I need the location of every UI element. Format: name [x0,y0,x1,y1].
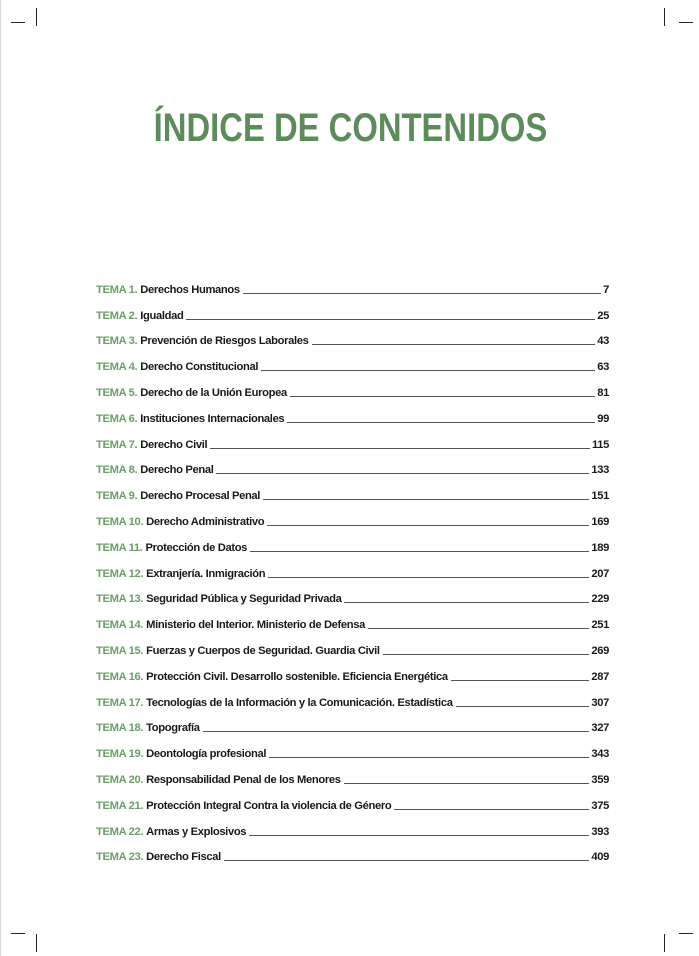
toc-entry [96,786,609,812]
toc-entry-title: Derecho de la Unión Europea [140,386,287,399]
toc-entry-label: TEMA 8. [96,464,138,477]
toc-entry-title: Protección de Datos [145,541,248,554]
toc-entry [96,502,609,528]
toc-entry-page-number: 81 [597,386,609,399]
toc-entry-label: TEMA 6. [96,412,138,425]
toc-entry-page-number: 169 [591,515,609,528]
toc-leader-line [394,809,589,810]
toc-leader-line [186,319,595,320]
toc-entry-label: TEMA 15. [96,644,144,657]
toc-entry-title: Derecho Constitucional [140,361,259,374]
toc-entry-page-number: 229 [591,593,609,606]
toc-entry-page-number: 207 [591,567,609,580]
toc-entry-page-number: 393 [591,825,609,838]
toc-entry-page-number: 327 [591,722,609,735]
toc-entry [96,270,609,296]
toc-entry-label: TEMA 23. [96,851,144,864]
toc-leader-line [344,783,590,784]
toc-entry-title: Armas y Explosivos [146,825,247,838]
toc-entry-title: Protección Integral Contra la violencia de Género [146,799,392,812]
toc-entry-title: Deontología profesional [146,748,267,761]
toc-leader-line [312,344,596,345]
toc-entry-page-number: 269 [591,644,609,657]
toc-entry [96,760,609,786]
toc-leader-line [383,654,590,655]
toc-entry-title: Tecnologías de la Información y la Comunicación. Estadística [146,696,453,709]
toc-entry-title: Extranjería. Inmigración [146,567,266,580]
toc-leader-line [243,293,601,294]
toc-entry-title: Instituciones Internacionales [140,412,285,425]
toc-leader-line [456,706,590,707]
toc-leader-line [210,448,590,449]
toc-leader-line [267,525,589,526]
toc-entry-label: TEMA 19. [96,748,144,761]
toc-entry [96,734,609,760]
toc-entry-page-number: 7 [603,283,609,296]
toc-entry-page-number: 375 [591,799,609,812]
toc-entry [96,476,609,502]
toc-entry-title: Derecho Penal [140,464,214,477]
crop-mark [679,933,693,934]
toc-leader-line [250,551,589,552]
page-title: ÍNDICE DE CONTENIDOS [153,106,548,150]
toc-entry-label: TEMA 3. [96,335,138,348]
toc-entry-title: Derecho Administrativo [146,515,265,528]
toc-entry-label: TEMA 17. [96,696,144,709]
toc-leader-line [263,499,589,500]
toc-entry-label: TEMA 18. [96,722,144,735]
toc-leader-line [224,860,590,861]
toc-entry [96,838,609,864]
toc-entry [96,580,609,606]
toc-entry [96,451,609,477]
toc-entry [96,399,609,425]
toc-entry-label: TEMA 4. [96,361,138,374]
toc-entry-page-number: 151 [591,490,609,503]
toc-leader-line [269,757,589,758]
toc-entry-title: Igualdad [140,309,184,322]
toc-entry-label: TEMA 9. [96,490,138,503]
toc-leader-line [268,577,589,578]
toc-entry-label: TEMA 20. [96,773,144,786]
toc-entry-title: Ministerio del Interior. Ministerio de Defensa [146,619,366,632]
toc-leader-line [451,680,590,681]
toc-entry-label: TEMA 10. [96,515,144,528]
toc-entry [96,528,609,554]
toc-entry-page-number: 343 [591,748,609,761]
crop-mark [664,8,665,26]
toc-entry [96,657,609,683]
toc-entry [96,554,609,580]
toc-entry-label: TEMA 11. [96,541,143,554]
toc-entry [96,812,609,838]
toc-entry-title: Derechos Humanos [140,283,240,296]
toc-entry-title: Derecho Civil [140,438,208,451]
toc-entry-page-number: 115 [592,438,609,451]
toc-entry-label: TEMA 12. [96,567,144,580]
toc-entry-page-number: 251 [591,619,609,632]
toc-entry-page-number: 43 [597,335,609,348]
toc-entry-page-number: 133 [591,464,609,477]
toc-entry [96,631,609,657]
crop-mark [36,934,37,952]
crop-mark [11,933,25,934]
toc-entry-page-number: 409 [591,851,609,864]
toc-entry-page-number: 287 [591,670,609,683]
crop-mark [664,934,665,952]
toc-entry-page-number: 189 [591,541,609,554]
crop-mark [679,22,693,23]
toc-leader-line [203,731,590,732]
toc-entry-label: TEMA 21. [96,799,144,812]
toc-entry [96,683,609,709]
toc-leader-line [287,422,595,423]
toc-entry [96,425,609,451]
toc-entry-label: TEMA 2. [96,309,138,322]
toc-entry [96,373,609,399]
toc-leader-line [249,835,589,836]
toc-leader-line [290,396,595,397]
crop-mark [11,22,25,23]
toc-entry-label: TEMA 1. [96,283,138,296]
toc-entry-page-number: 63 [597,361,609,374]
toc-entry-title: Fuerzas y Cuerpos de Seguridad. Guardia Civil [146,644,380,657]
toc-entry-page-number: 359 [591,773,609,786]
toc-leader-line [216,473,589,474]
toc-entry-label: TEMA 7. [96,438,138,451]
toc-leader-line [344,602,589,603]
toc-entry [96,605,609,631]
toc-entry-label: TEMA 22. [96,825,144,838]
toc-leader-line [261,370,595,371]
crop-mark [36,8,37,26]
toc-entry-label: TEMA 13. [96,593,144,606]
toc-entry-title: Derecho Procesal Penal [140,490,261,503]
toc-entry-label: TEMA 16. [96,670,144,683]
toc-leader-line [368,628,589,629]
toc-entry-title: Prevención de Riesgos Laborales [140,335,309,348]
toc-entry-page-number: 25 [597,309,609,322]
toc-entry-title: Derecho Fiscal [146,851,221,864]
table-of-contents [96,270,609,863]
toc-entry [96,347,609,373]
toc-entry-page-number: 99 [597,412,609,425]
toc-entry-title: Responsabilidad Penal de los Menores [146,773,341,786]
toc-entry-page-number: 307 [591,696,609,709]
toc-entry-title: Protección Civil. Desarrollo sostenible. Eficiencia Energética [146,670,448,683]
toc-entry-label: TEMA 5. [96,386,138,399]
toc-entry [96,296,609,322]
toc-entry [96,709,609,735]
toc-entry-title: Seguridad Pública y Seguridad Privada [146,593,342,606]
toc-entry-title: Topografía [146,722,200,735]
toc-entry-label: TEMA 14. [96,619,144,632]
toc-entry [96,322,609,348]
